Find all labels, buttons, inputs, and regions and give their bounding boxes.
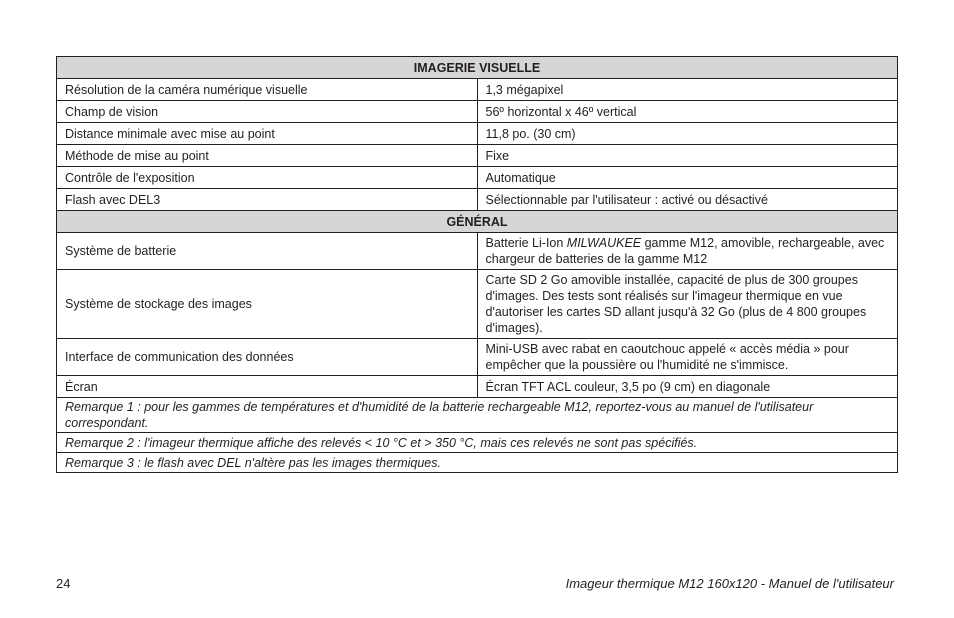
note-text: Remarque 1 : pour les gammes de températures et d'humidité de la batterie rechargeable M12, reportez-vous au manuel de l'utilisateur correspondant. bbox=[57, 398, 898, 433]
spec-label: Flash avec DEL3 bbox=[57, 189, 478, 211]
spec-label: Distance minimale avec mise au point bbox=[57, 123, 478, 145]
section-title-visual: IMAGERIE VISUELLE bbox=[57, 57, 898, 79]
table-row bbox=[57, 101, 898, 123]
spec-value: 56º horizontal x 46º vertical bbox=[477, 101, 898, 123]
section-header-row bbox=[57, 57, 898, 79]
battery-text-pre: Batterie Li-Ion bbox=[485, 236, 567, 250]
spec-label: Système de stockage des images bbox=[57, 270, 478, 339]
spec-label: Contrôle de l'exposition bbox=[57, 167, 478, 189]
brand-name: MILWAUKEE bbox=[566, 236, 642, 250]
spec-label: Système de batterie bbox=[57, 233, 478, 270]
table-row bbox=[57, 233, 898, 270]
spec-value: Mini-USB avec rabat en caoutchouc appelé « accès média » pour empêcher que la poussière ou l'humidité ne s'immisce. bbox=[477, 339, 898, 376]
spec-table bbox=[56, 56, 898, 473]
spec-value-battery bbox=[477, 233, 898, 270]
page-number: 24 bbox=[56, 576, 71, 591]
spec-label: Résolution de la caméra numérique visuelle bbox=[57, 79, 478, 101]
table-row bbox=[57, 376, 898, 398]
table-row bbox=[57, 145, 898, 167]
spec-value: Carte SD 2 Go amovible installée, capacité de plus de 300 groupes d'images. Des tests sont réalisés sur l'imageur thermique en vue d'autoriser les cartes SD allant jusqu'à 32 Go (plus de 4 800 groupes d'images). bbox=[477, 270, 898, 339]
table-row bbox=[57, 270, 898, 339]
footer-title: Imageur thermique M12 160x120 - Manuel de l'utilisateur bbox=[565, 576, 894, 591]
spec-value: 11,8 po. (30 cm) bbox=[477, 123, 898, 145]
note-text: Remarque 2 : l'imageur thermique affiche des relevés < 10 °C et > 350 °C, mais ces relevés ne sont pas spécifiés. bbox=[57, 433, 898, 453]
table-row bbox=[57, 339, 898, 376]
spec-value: Automatique bbox=[477, 167, 898, 189]
table-row bbox=[57, 167, 898, 189]
spec-label: Méthode de mise au point bbox=[57, 145, 478, 167]
section-header-row bbox=[57, 211, 898, 233]
spec-value: Écran TFT ACL couleur, 3,5 po (9 cm) en diagonale bbox=[477, 376, 898, 398]
spec-label: Interface de communication des données bbox=[57, 339, 478, 376]
note-text: Remarque 3 : le flash avec DEL n'altère pas les images thermiques. bbox=[57, 453, 898, 473]
note-row bbox=[57, 433, 898, 453]
note-row bbox=[57, 398, 898, 433]
spec-label: Écran bbox=[57, 376, 478, 398]
section-title-general: GÉNÉRAL bbox=[57, 211, 898, 233]
battery-text-post: gamme M12, amovible, rechargeable, avec chargeur de batteries de la gamme M12 bbox=[485, 236, 885, 266]
spec-value: Fixe bbox=[477, 145, 898, 167]
spec-value: Sélectionnable par l'utilisateur : activé ou désactivé bbox=[477, 189, 898, 211]
spec-label: Champ de vision bbox=[57, 101, 478, 123]
table-row bbox=[57, 189, 898, 211]
table-row bbox=[57, 79, 898, 101]
table-row bbox=[57, 123, 898, 145]
note-row bbox=[57, 453, 898, 473]
spec-value: 1,3 mégapixel bbox=[477, 79, 898, 101]
